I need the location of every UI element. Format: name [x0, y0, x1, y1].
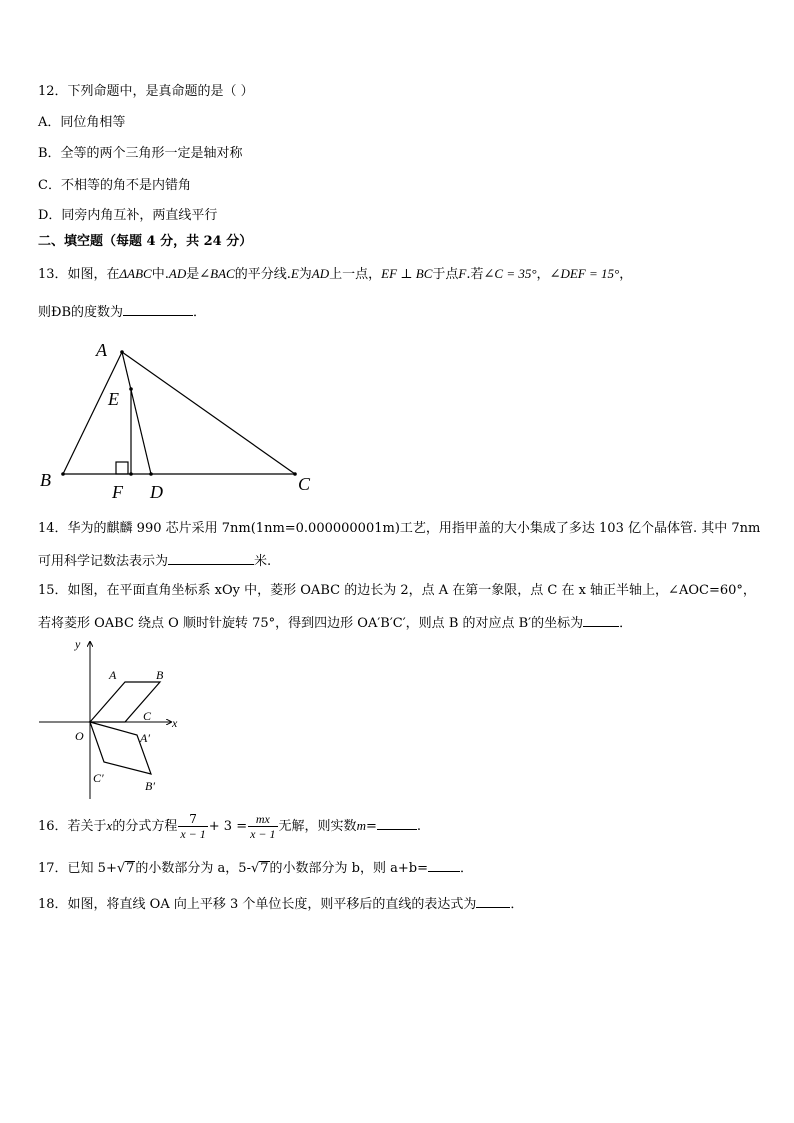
q13-line2-text: 则ÐB的度数为 — [38, 305, 124, 320]
q13-text-7: 于点 — [432, 267, 459, 282]
q13-text-10: ， — [619, 267, 633, 282]
q13-text-8: .若 — [466, 267, 484, 282]
label-a-prime: A′ — [140, 731, 150, 745]
q13-f: F — [458, 266, 467, 281]
q17-line — [38, 859, 473, 877]
q12-option-d: D．同旁内角互补，两直线平行 — [38, 208, 218, 223]
q18-text-1: 18．如图，将直线 OA 向上平移 3 个单位长度，则平移后的直线的表达式为 — [38, 897, 477, 912]
q17-text-1: 17．已知 5+ — [38, 861, 117, 876]
q13-ad: AD — [168, 266, 187, 281]
q13-triangle: ΔABC — [119, 266, 152, 281]
q13-ad-2: AD — [311, 266, 330, 281]
q15-line2-text: 若将菱形 OABC 绕点 O 顺时针旋转 75°，得到四边形 OA′B′C′，则点 B 的对应点 B′的坐标为 — [38, 616, 584, 631]
q16-answer-blank[interactable] — [377, 817, 417, 830]
q13-angle-bac: ∠BAC — [199, 266, 235, 281]
q16-fraction-1 — [178, 812, 207, 841]
section-title: 二、填空题（每题 4 分，共 24 分） — [38, 234, 253, 249]
q16-line — [38, 808, 421, 845]
right-angle-mark — [116, 462, 128, 474]
q12-option-c: C．不相等的角不是内错角 — [38, 178, 191, 193]
label-b: B — [156, 668, 164, 682]
q14-line-2 — [38, 552, 271, 570]
label-x: x — [172, 716, 178, 730]
q13-text-5: 为 — [298, 267, 312, 282]
label-a: A — [96, 340, 107, 360]
q14-line2-text: 可用科学记数法表示为 — [38, 554, 169, 569]
q16-fraction-2 — [248, 812, 277, 841]
q15-line2-end: ． — [619, 616, 633, 631]
label-c-prime: C′ — [93, 771, 104, 785]
label-c: C — [298, 474, 311, 494]
segment-ad — [122, 352, 151, 474]
q14-answer-blank[interactable] — [168, 552, 254, 565]
rhombus-oa1b1c1 — [90, 722, 151, 774]
q14-line-1: 14．华为的麒麟 990 芯片采用 7nm(1nm=0.000000001m)工艺，用指甲盖的大小集成了多达 103 亿个晶体管. 其中 7nm — [38, 521, 761, 536]
q16-frac2-num: mx — [248, 812, 277, 827]
label-e: E — [108, 389, 119, 409]
q16-text-5: . — [416, 819, 421, 834]
side-ab — [63, 352, 122, 474]
q15-rhombus-figure — [35, 636, 185, 801]
q15-answer-blank[interactable] — [583, 614, 619, 627]
q16-text-1: 16．若关于 — [38, 819, 107, 834]
label-a: A — [109, 668, 117, 682]
q18-line — [38, 895, 523, 913]
label-b: B — [40, 470, 51, 490]
q16-frac2-den: x − 1 — [250, 827, 276, 841]
label-c: C — [143, 709, 152, 723]
label-y: y — [75, 637, 81, 651]
sqrt-icon: √ — [250, 861, 260, 876]
q17-answer-blank[interactable] — [428, 859, 460, 872]
q17-text-2: 的小数部分为 a，5- — [135, 861, 251, 876]
q14-line2-end: 米. — [254, 554, 272, 569]
q13-ef-perp-bc: EF ⊥ BC — [381, 266, 433, 281]
q13-line2-end: ． — [193, 305, 207, 320]
q18-answer-blank[interactable] — [476, 895, 510, 908]
q13-text-4: 的平分线. — [234, 267, 291, 282]
q12-option-a: A．同位角相等 — [38, 115, 126, 130]
q13-text-1: 13．如图，在 — [38, 267, 120, 282]
q16-text-4: = — [365, 819, 377, 834]
q13-text-2: 中. — [151, 267, 169, 282]
q12-option-b: B．全等的两个三角形一定是轴对称 — [38, 146, 243, 161]
q16-m: m — [356, 818, 366, 833]
label-f: F — [112, 482, 123, 502]
q13-text-3: 是 — [186, 267, 200, 282]
label-b-prime: B′ — [145, 779, 155, 793]
q17-radicand-1: 7 — [126, 861, 135, 876]
q13-stem — [38, 266, 632, 283]
q16-text-2: 的分式方程 — [112, 819, 178, 834]
q16-plus-3: + 3 = — [208, 819, 248, 834]
side-ac — [122, 352, 295, 474]
q17-text-3: 的小数部分为 b，则 a+b= — [269, 861, 428, 876]
q16-frac1-num: 7 — [178, 812, 207, 827]
sqrt-icon: √ — [116, 861, 126, 876]
q15-line-1: 15．如图，在平面直角坐标系 xOy 中，菱形 OABC 的边长为 2，点 A 在第一象限，点 C 在 x 轴正半轴上，∠AOC=60°， — [38, 583, 756, 598]
q12-stem: 12．下列命题中，是真命题的是（ ） — [38, 84, 254, 99]
q18-text-2: ． — [510, 897, 524, 912]
q13-e: E — [290, 266, 299, 281]
q13-text-9: ， — [536, 267, 550, 282]
q13-answer-blank[interactable] — [123, 303, 193, 316]
q15-line-2 — [38, 614, 632, 632]
q13-angle-c: ∠C = 35° — [483, 266, 537, 281]
q13-line-2 — [38, 303, 206, 321]
label-d: D — [150, 482, 163, 502]
q16-x: x — [106, 818, 113, 833]
q13-triangle-figure — [30, 335, 330, 510]
q16-frac1-den: x − 1 — [180, 827, 206, 841]
label-o: O — [75, 729, 84, 743]
q13-text-6: 上一点， — [329, 267, 382, 282]
q17-text-4: ． — [460, 861, 474, 876]
q13-angle-def: ∠DEF = 15° — [549, 266, 620, 281]
q17-radicand-2: 7 — [260, 861, 269, 876]
q16-text-3: 无解，则实数 — [278, 819, 357, 834]
